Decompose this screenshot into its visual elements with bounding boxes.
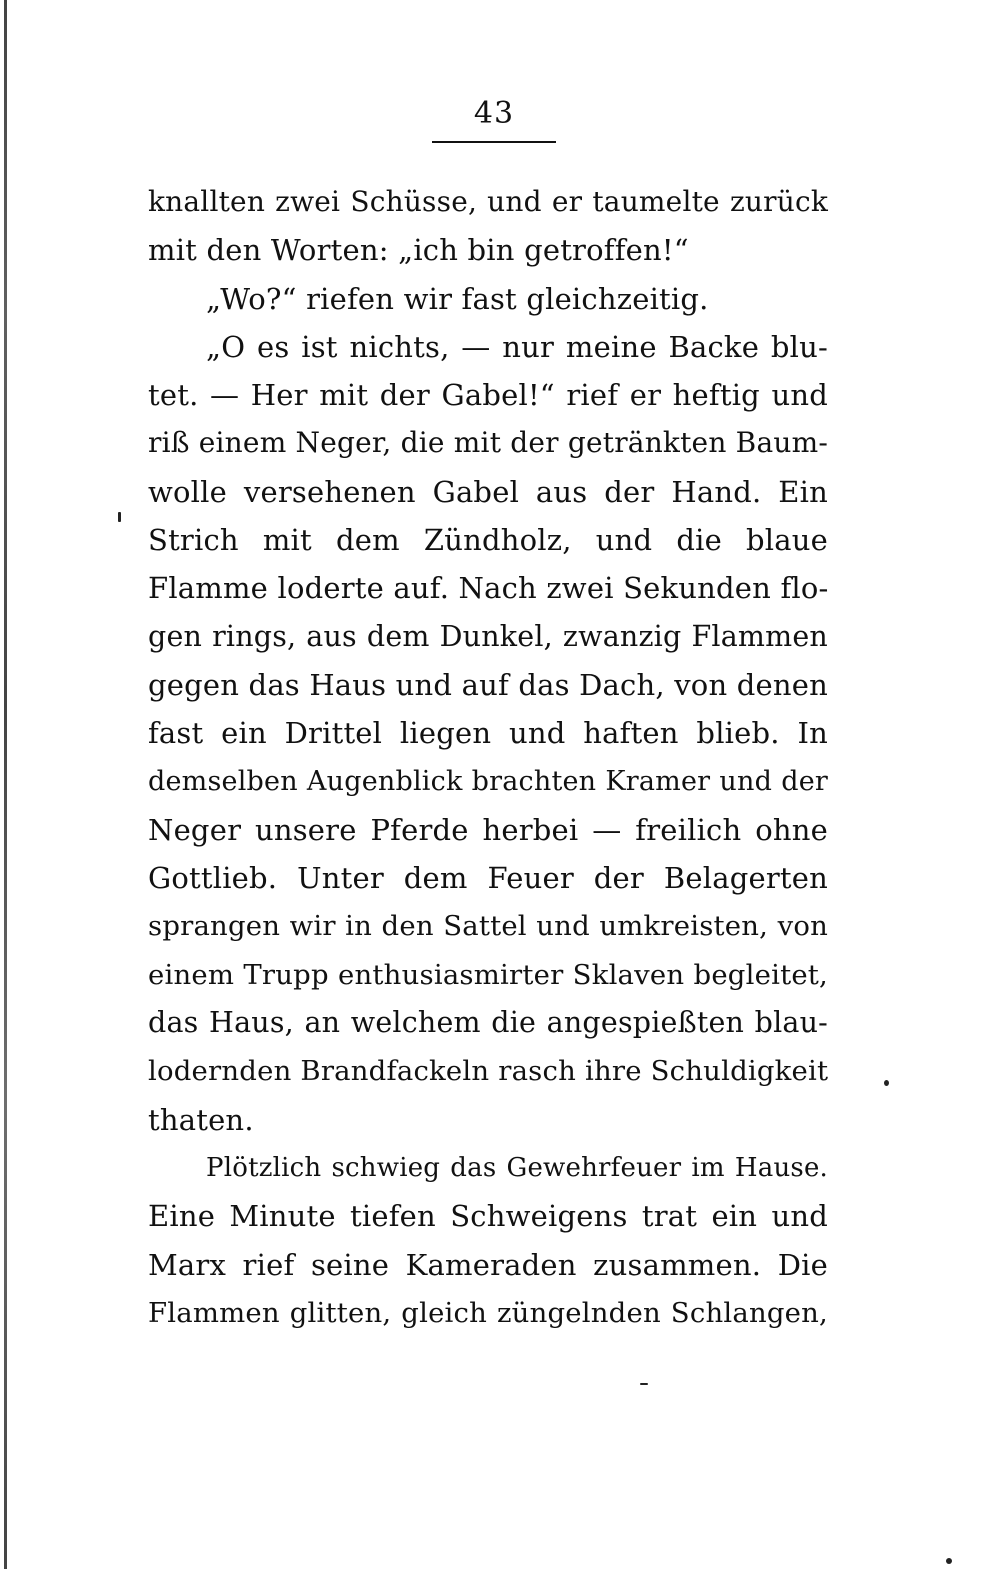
text-line: Eine Minute tiefen Schweigens trat ein und xyxy=(148,1199,828,1234)
text-line: gegen das Haus und auf das Dach, von denen xyxy=(148,667,828,702)
text-line: fast ein Drittel liegen und haften blieb. In xyxy=(148,716,828,751)
text-line: Gottlieb. Unter dem Feuer der Belagerten xyxy=(148,861,828,896)
print-speck xyxy=(946,1558,952,1564)
text-line: mit den Worten: „ich bin getroffen!“ xyxy=(148,233,689,268)
text-line: einem Trupp enthusiasmirter Sklaven begleitet, xyxy=(148,958,828,991)
print-speck xyxy=(640,1383,648,1385)
page-edge-shadow xyxy=(4,0,7,1569)
print-speck xyxy=(884,1080,889,1086)
body-text xyxy=(148,178,828,1337)
text-line: riß einem Neger, die mit der getränkten Baum- xyxy=(148,426,828,460)
text-line: Marx rief seine Kameraden zusammen. Die xyxy=(148,1247,828,1282)
text-line: Strich mit dem Zündholz, und die blaue xyxy=(148,523,828,558)
text-line: „Wo?“ riefen wir fast gleichzeitig. xyxy=(206,281,709,316)
text-line: demselben Augenblick brachten Kramer und der xyxy=(148,765,828,797)
text-line: tet. — Her mit der Gabel!“ rief er heftig und xyxy=(148,378,828,413)
text-line: gen rings, aus dem Dunkel, zwanzig Flammen xyxy=(148,619,828,653)
print-speck xyxy=(118,512,121,522)
page-number: 43 xyxy=(473,96,515,131)
text-line: das Haus, an welchem die angespießten blau- xyxy=(148,1006,828,1040)
text-line: lodernden Brandfackeln rasch ihre Schuldigkeit xyxy=(148,1055,829,1088)
text-line: wolle versehenen Gabel aus der Hand. Ein xyxy=(148,474,828,509)
text-line: „O es ist nichts, — nur meine Backe blu- xyxy=(206,329,828,364)
page-number-rule xyxy=(432,141,556,143)
text-line: Flammen glitten, gleich züngelnden Schlangen, xyxy=(148,1296,828,1329)
text-line: Neger unsere Pferde herbei — freilich ohne xyxy=(148,812,828,847)
text-line: Plötzlich schwieg das Gewehrfeuer im Hause. xyxy=(206,1152,828,1183)
text-line: thaten. xyxy=(148,1102,254,1137)
text-line: Flamme loderte auf. Nach zwei Sekunden flo- xyxy=(148,571,829,606)
text-line: sprangen wir in den Sattel und umkreisten, von xyxy=(148,910,828,943)
text-line: knallten zwei Schüsse, und er taumelte zurück xyxy=(148,185,828,218)
